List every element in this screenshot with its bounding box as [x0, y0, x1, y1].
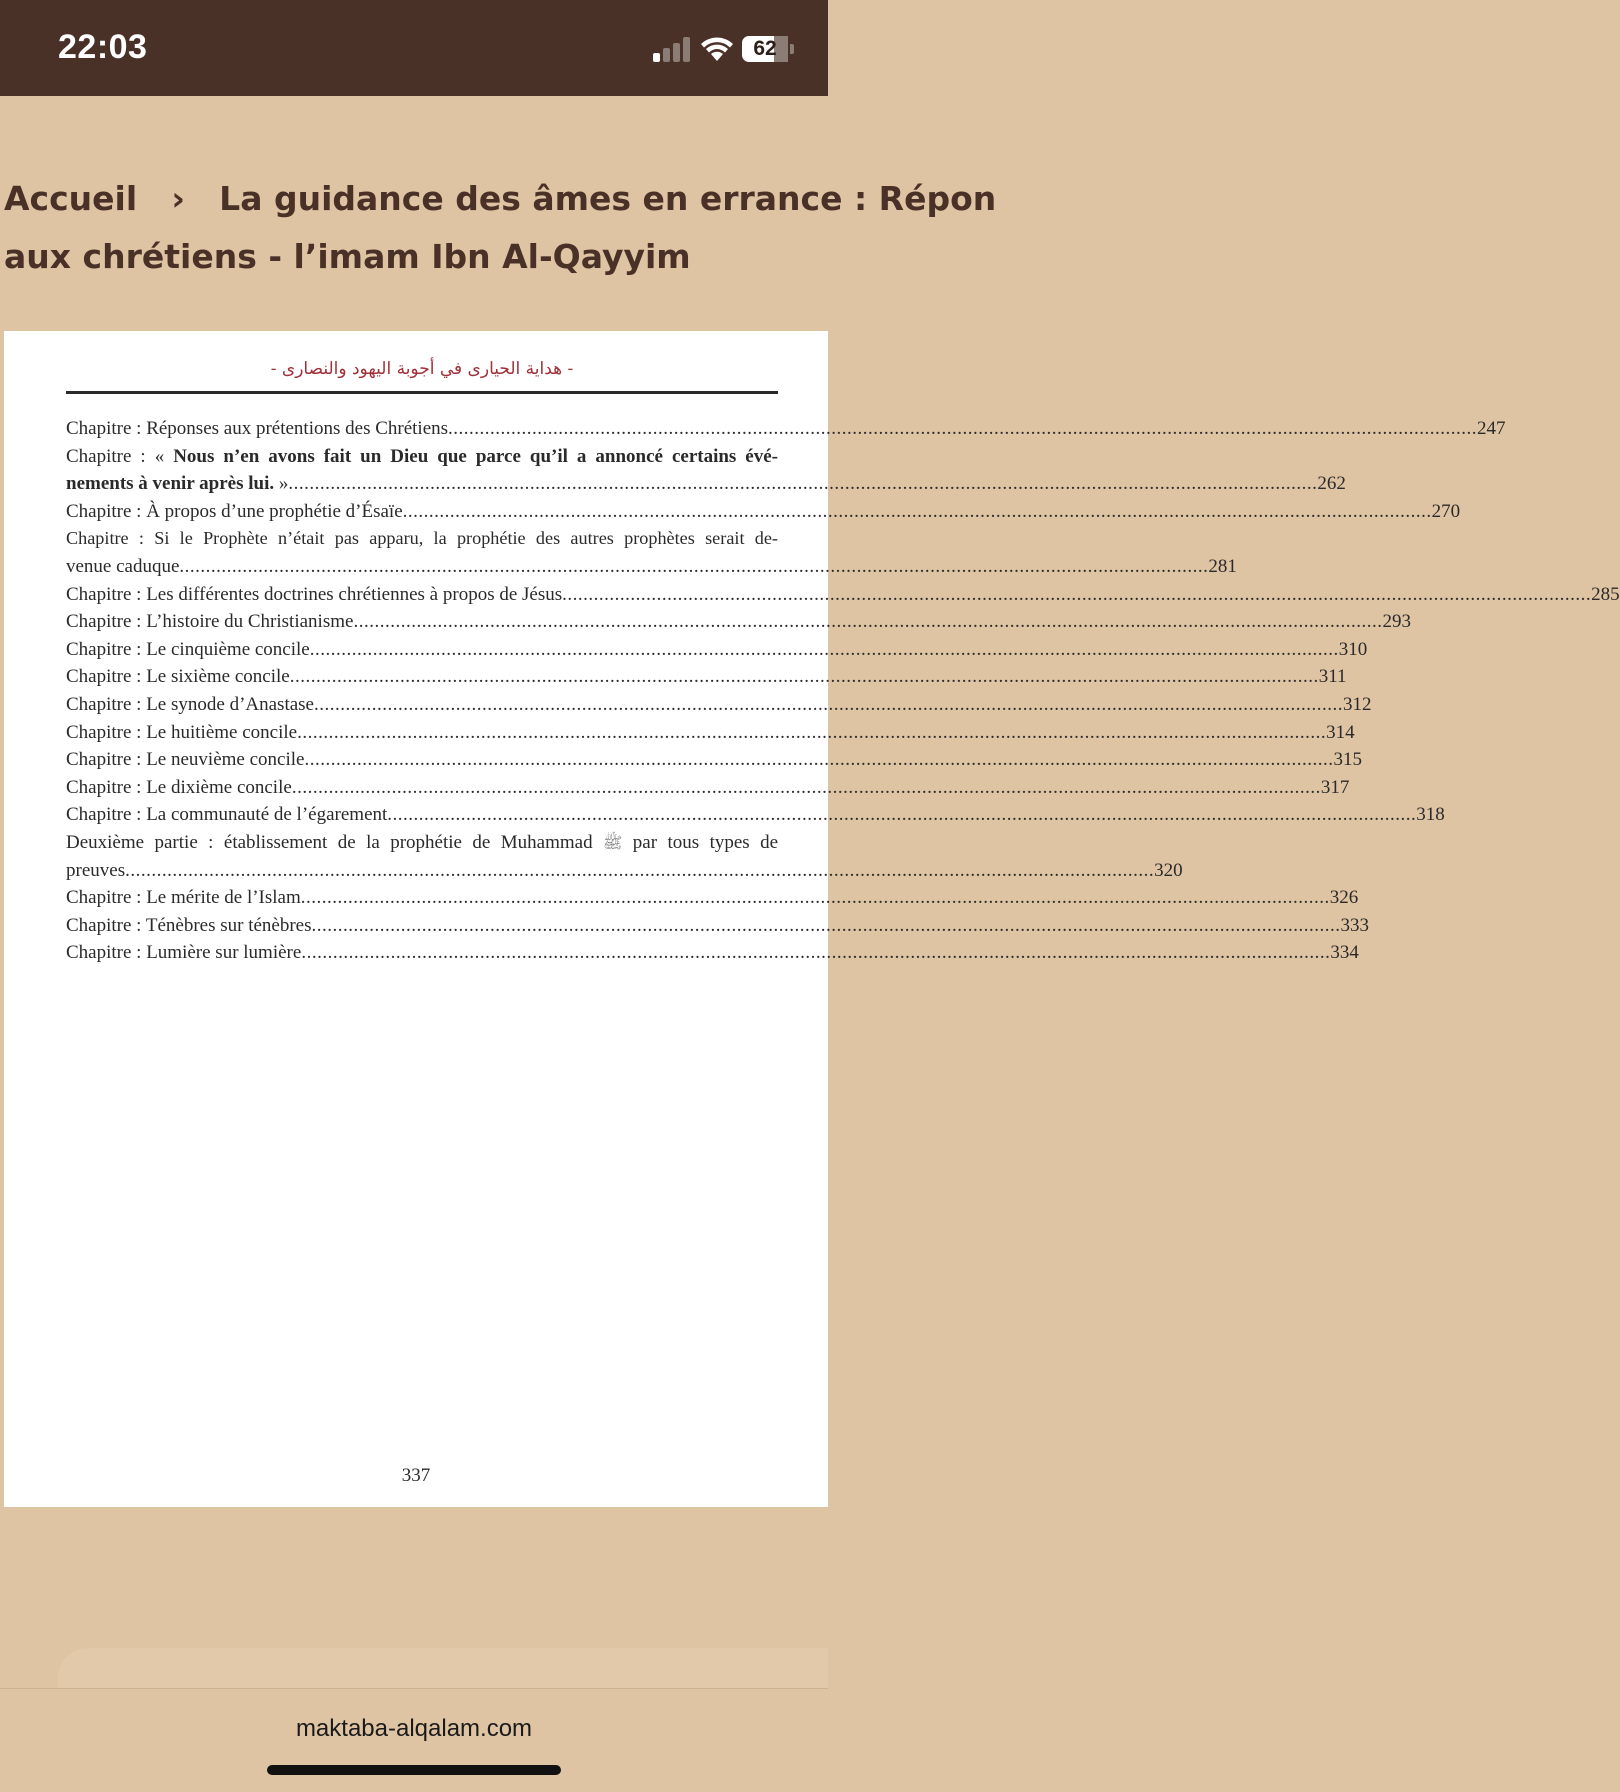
book-page[interactable]: [4, 331, 1620, 1507]
toc-entry: Chapitre : Le huitième concile ..... 314: [66, 719, 778, 747]
faded-toolbar-edge: [58, 1648, 828, 1688]
toc-entry: Chapitre : À propos d’une prophétie d’Ésaïe ..... 270: [66, 498, 778, 526]
toc-entry: Chapitre : Le dixième concile ..... 317: [66, 774, 778, 802]
battery-level: 62: [753, 37, 777, 60]
table-of-contents: [66, 415, 1620, 967]
header-rule: [66, 391, 778, 394]
url-text[interactable]: maktaba-alqalam.com: [295, 1715, 533, 1742]
toc-entry: Deuxième partie : établissement de la prophétie de Muhammad ﷺ par tous types de: [66, 829, 778, 857]
toc-entry: Chapitre : Si le Prophète n’était pas apparu, la prophétie des autres prophètes serait de-: [66, 528, 778, 549]
status-bar: [0, 0, 828, 96]
toc-entry: Chapitre : Les différentes doctrines chrétiennes à propos de Jésus ..... 285: [66, 581, 778, 609]
toc-entry: Chapitre : Le neuvième concile ..... 315: [66, 746, 778, 774]
page-number: 337: [401, 1465, 431, 1486]
toc-entry-continued: venue caduque ..... 281: [66, 553, 778, 581]
breadcrumb-line-1: [4, 170, 997, 228]
status-time: 22:03: [58, 28, 148, 66]
toc-entry: Chapitre : L’histoire du Christianisme ..... 293: [66, 608, 778, 636]
page-running-header: - هداية الحيارى في أجوبة اليهود والنصارى -: [270, 359, 574, 379]
chevron-right-icon: ›: [171, 179, 185, 218]
breadcrumb-home-link[interactable]: Accueil: [4, 179, 138, 218]
toc-entry: Chapitre : Ténèbres sur ténèbres ..... 333: [66, 912, 778, 940]
toc-entry: Chapitre : Le sixième concile ..... 311: [66, 663, 778, 691]
wifi-icon: [700, 34, 734, 62]
toc-entry: Chapitre : Lumière sur lumière ..... 334: [66, 939, 778, 967]
toc-entry: Chapitre : Le cinquième concile ..... 310: [66, 636, 778, 664]
toc-entry: Chapitre : Le synode d’Anastase ..... 312: [66, 691, 778, 719]
toc-entry: Chapitre : La communauté de l’égarement ..... 318: [66, 801, 778, 829]
home-indicator[interactable]: [267, 1765, 561, 1775]
signal-icon: [653, 36, 691, 62]
browser-url-bar[interactable]: [0, 1688, 828, 1792]
toc-entry: Chapitre : Le mérite de l’Islam ..... 326: [66, 884, 778, 912]
toc-entry: Chapitre : Réponses aux prétentions des Chrétiens ..... 247: [66, 415, 778, 443]
toc-entry-continued: nements à venir après lui. » ..... 262: [66, 470, 778, 498]
pbuh-icon: ﷺ: [603, 834, 623, 852]
battery-tip: [790, 44, 794, 54]
toc-entry-continued: preuves ..... 320: [66, 857, 778, 885]
battery-icon: [742, 36, 788, 62]
breadcrumb-current-title-continued: aux chrétiens - l’imam Ibn Al-Qayyim: [4, 237, 691, 276]
toc-entry: Chapitre : « Nous n’en avons fait un Dieu que parce qu’il a annoncé certains évé-: [66, 445, 779, 467]
breadcrumb: [4, 170, 997, 290]
breadcrumb-current-title: La guidance des âmes en errance : Répon: [219, 179, 997, 218]
